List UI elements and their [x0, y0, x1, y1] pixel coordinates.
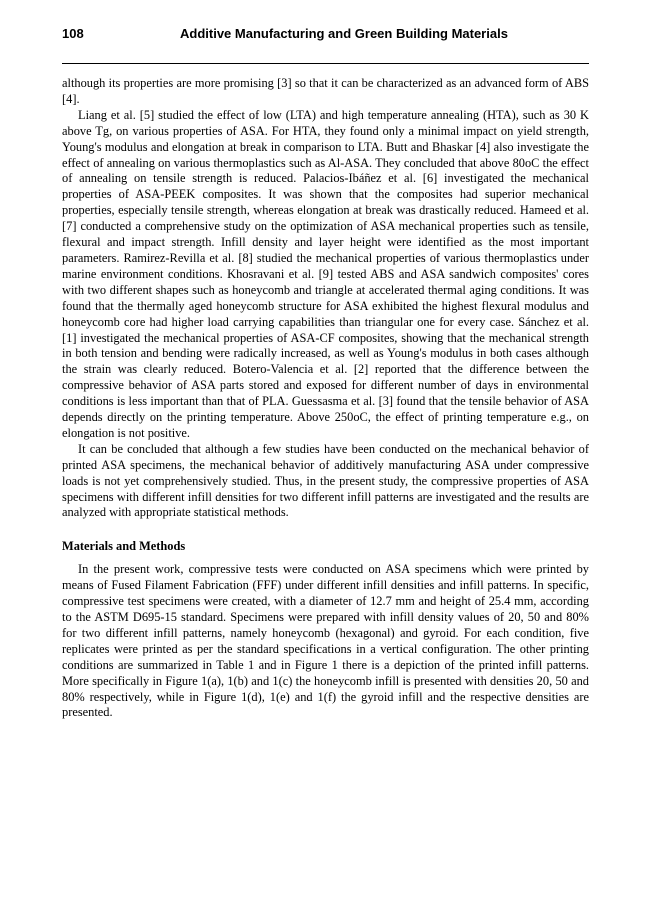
- paragraph-continuation: although its properties are more promising [3] so that it can be characterized as an advanced form of ABS [4].: [62, 76, 589, 106]
- paragraph-methods: In the present work, compressive tests were conducted on ASA specimens which were printed by means of Fused Filament Fabrication (FFF) under different infill densities and infill patterns. In specific, compressive test specimens were created, with a diameter of 12.7 mm and height of 25.4 mm, according to the ASTM D695-15 standard. Specimens were prepared with infill density values of 20, 50 and 80% for two different infill patterns, namely honeycomb (hexagonal) and gyroid. For each condition, five replicates were printed as per the standard specifications in a vertical configuration. The other printing conditions are summarized in Table 1 and in Figure 1 there is a depiction of the printed infill patterns. More specifically in Figure 1(a), 1(b) and 1(c) the honeycomb infill is presented with densities 20, 50 and 80% respectively, while in Figure 1(d), 1(e) and 1(f) the gyroid infill and the respective densities are presented.: [62, 562, 589, 720]
- header-rule: [62, 63, 589, 64]
- body-text: [62, 76, 589, 721]
- section-heading: Materials and Methods: [62, 539, 186, 554]
- paragraph-literature-review: Liang et al. [5] studied the effect of low (LTA) and high temperature annealing (HTA), such as 30 K above Tg, on various properties of ASA. For HTA, they found only a minimal impact on yield strength, Young's modulus and elongation at break in comparison to LTA. Butt and Bhaskar [4] also investigate the effect of annealing on various thermoplastics such as Al-ASA. They concluded that above 80oC the effect of annealing on tensile strength is reduced. Palacios-Ibáñez et al. [6] investigated the mechanical properties of ASA-PEEK composites. It was shown that the composites had superior mechanical properties, especially tensile strength, whereas elongation at break was drastically reduced. Hameed et al. [7] conducted a comprehensive study on the optimization of ASA mechanical properties such as tensile, flexural and impact strength. Infill density and layer height were identified as the most important parameters. Ramirez-Revilla et al. [8] studied the mechanical properties of various thermoplastics under marine environment conditions. Khosravani et al. [9] tested ABS and ASA sandwich composites' cores with two different shapes such as honeycomb and triangle at accelerated thermal aging conditions. It was found that the thermally aged honeycomb structure for ASA exhibited the highest flexural modulus and honeycomb core had higher load carrying capabilities than triangular one for every case. Sánchez et al. [1] investigated the mechanical properties of ASA-CF composites, showing that the mechanical strength in both tension and bending were radically increased, as well as Young's modulus in both cases although the strain was clearly reduced. Botero-Valencia et al. [2] reported that the difference between the compressive behavior of ASA parts stored and exposed for different number of days in environmental conditions is less important than that of PLA. Guessasma et al. [3] found that the tensile behavior of ASA depends directly on the printing temperature. Above 250oC, the effect of printing temperature e.g., on elongation is not positive.: [62, 107, 589, 440]
- paragraph-conclusion-intro: It can be concluded that although a few studies have been conducted on the mechanical behavior of printed ASA specimens, the mechanical behavior of additively manufacturing ASA under compressive loads is not yet comprehensively studied. Thus, in the present study, the compressive properties of ASA specimens with different infill densities for two different infill patterns are investigated and the results are analyzed with appropriate statistical methods.: [62, 441, 589, 520]
- running-title: Additive Manufacturing and Green Building Materials: [180, 26, 508, 41]
- page-number: 108: [62, 26, 84, 41]
- running-header: [62, 26, 589, 44]
